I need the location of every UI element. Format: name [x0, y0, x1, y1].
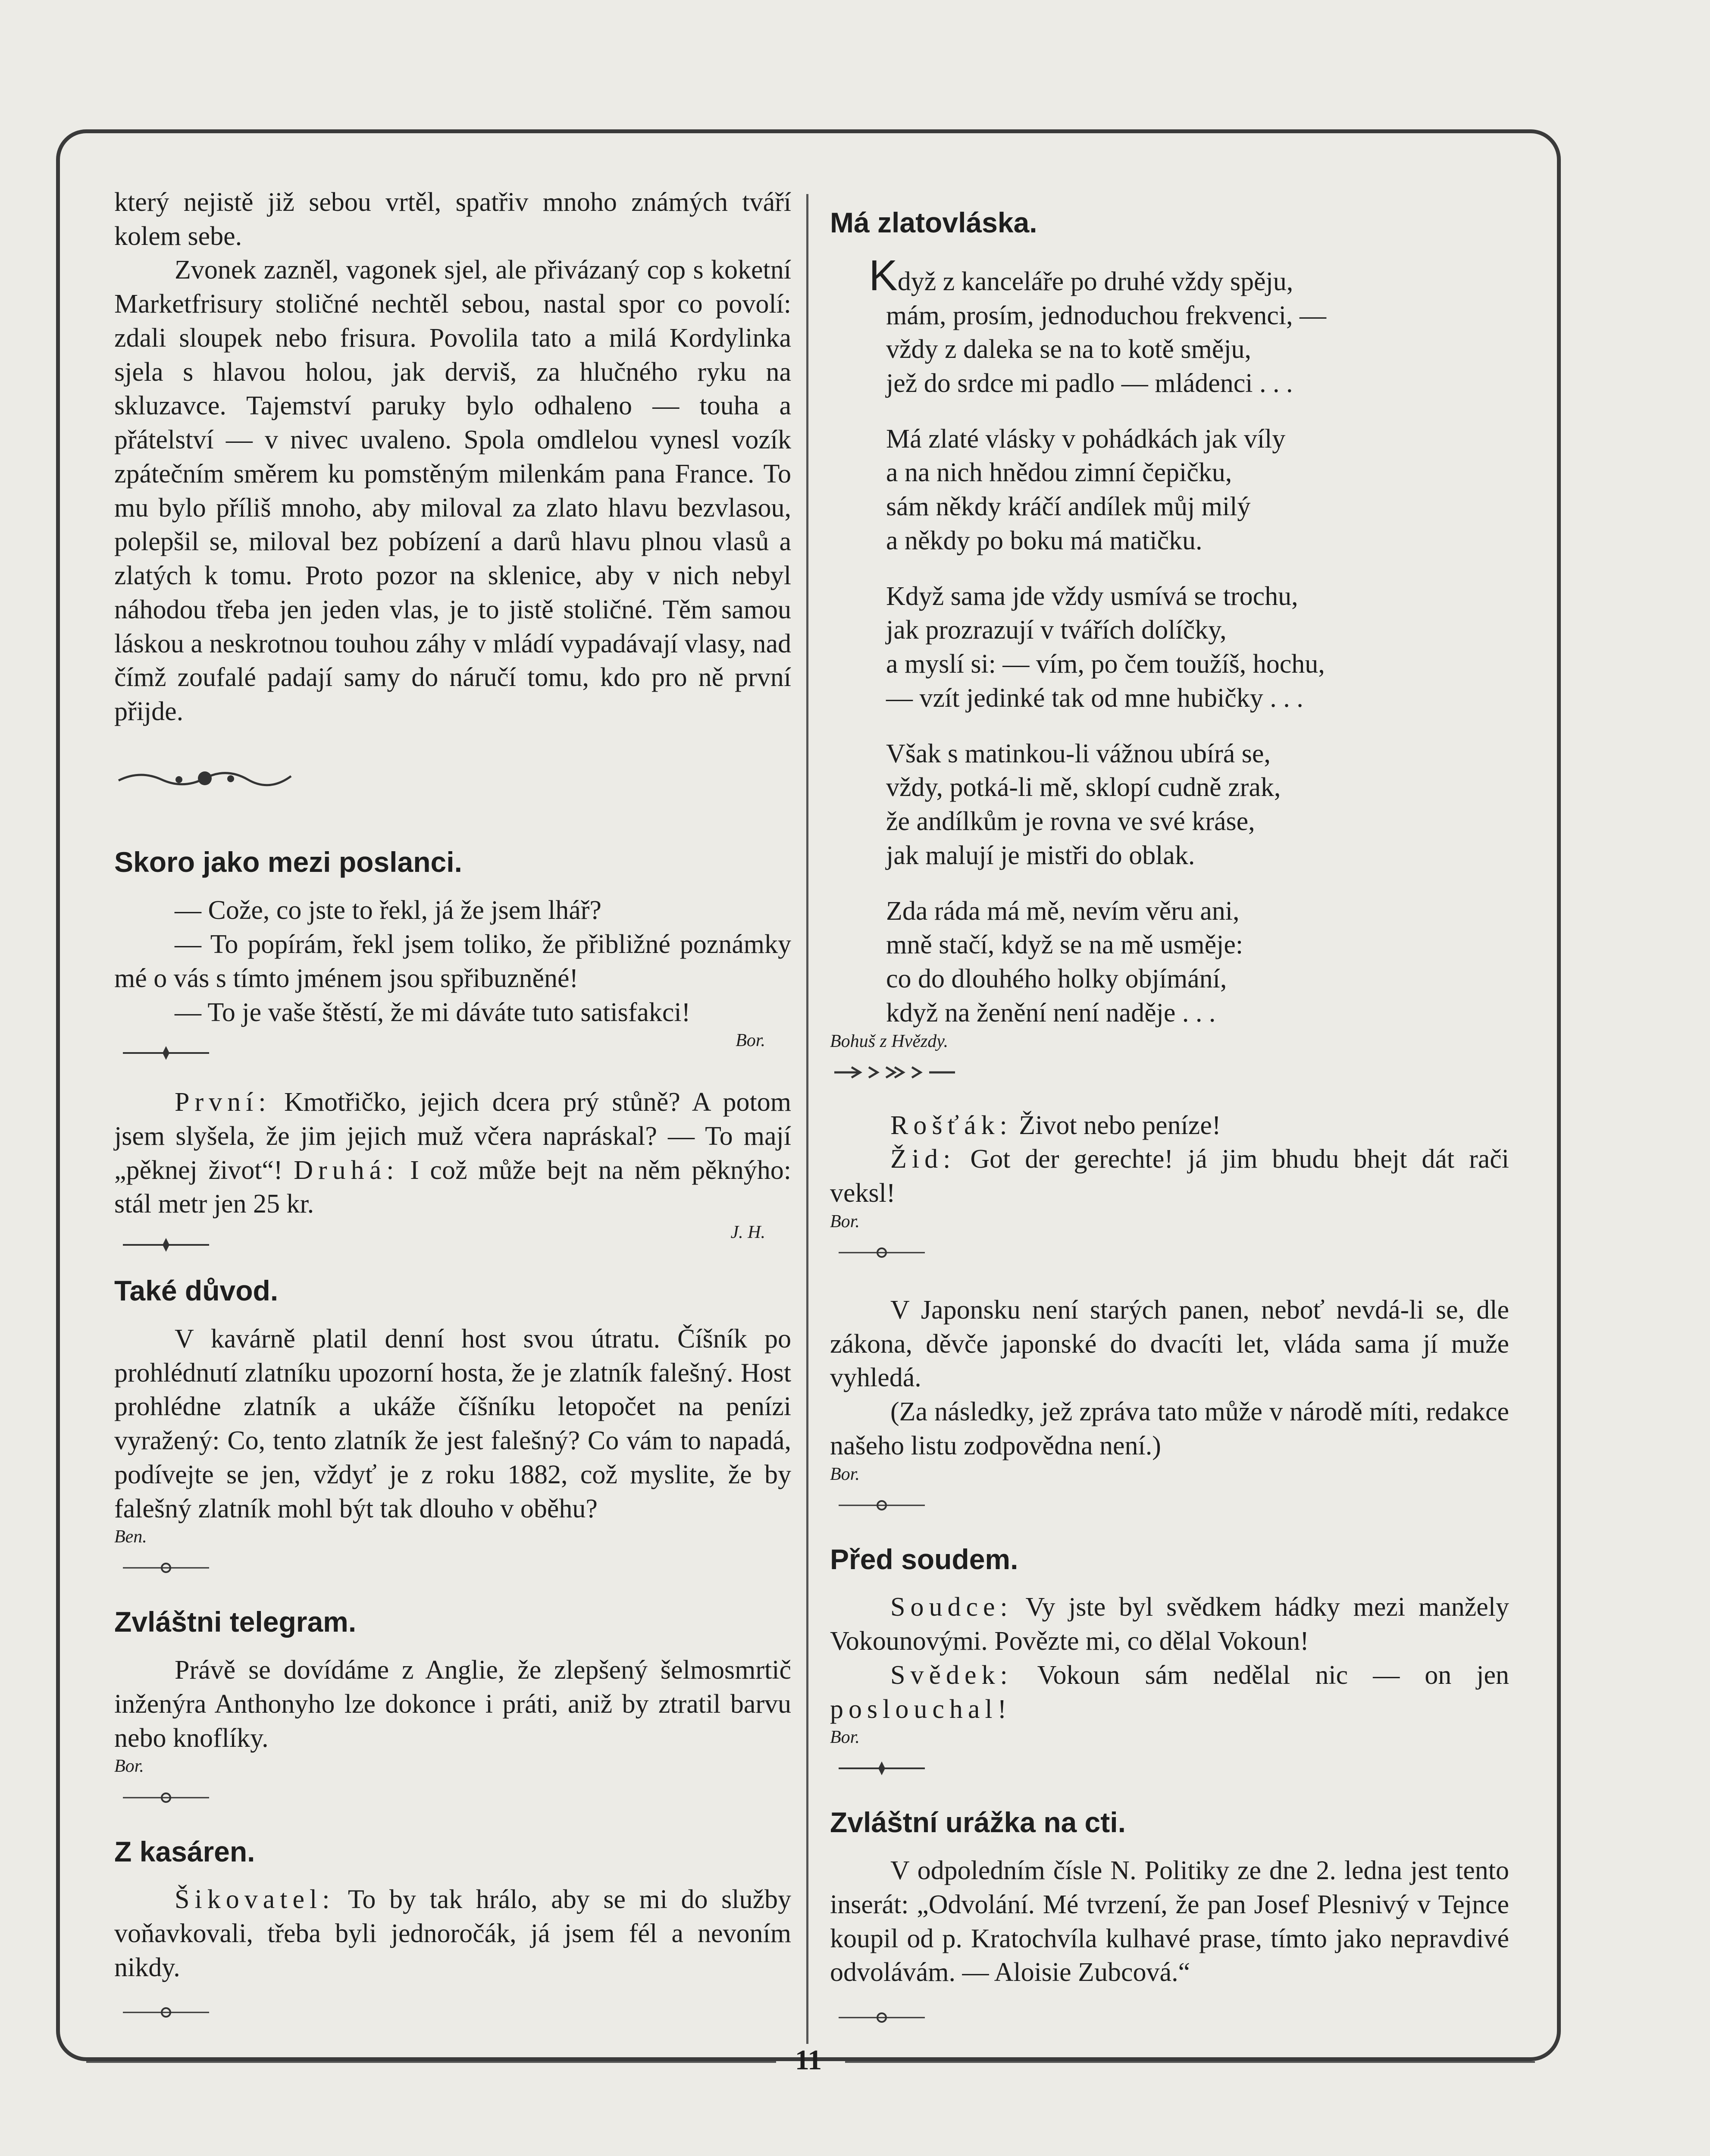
dialogue-line: — Cože, co jste to řekl, já že jsem lhář? [175, 896, 601, 925]
signature: Bohuš z Hvězdy. [830, 1031, 949, 1051]
speaker-label: Druhá: [294, 1155, 399, 1185]
article-title: Zvláštní urážka na cti. [830, 1806, 1126, 1839]
article-note: (Za následky, jež zpráva tato může v národě míti, redakce našeho listu zodpovědna není.) [830, 1397, 1509, 1460]
poem-line: mně stačí, když se na mě usměje: [886, 930, 1243, 960]
left-column [114, 185, 791, 2027]
signature: Bor. [114, 1756, 144, 1777]
poem-line: Když sama jde vždy usmívá se trochu, [886, 581, 1298, 611]
signature: Bor. [736, 1031, 765, 1051]
article-text: V Japonsku není starých panen, neboť nevdá-li se, dle zákona, děvče japonské do dvacíti let, vláda sama jí muže vyhledá. [830, 1295, 1509, 1393]
dialogue-text: poslouchal! [830, 1694, 1012, 1724]
signature: Ben. [114, 1527, 147, 1547]
poem-line: jak malují je mistři do oblak. [886, 840, 1195, 870]
dialogue-text: To by tak hrálo, aby se mi do služby voňavkovali, třeba byli jednoročák, já jsem fél a nevoním nikdy. [114, 1885, 791, 1982]
article-title: Zvláštni telegram. [114, 1606, 357, 1638]
dialogue-text: Vy jste byl svědkem hádky mezi manžely Vokounovými. Povězte mi, co dělal Vokoun! [830, 1592, 1509, 1656]
dialogue-line: — To je vaše štěstí, že mi dáváte tuto satisfakci! [175, 997, 691, 1027]
poem-line: a myslí si: — vím, po čem toužíš, hochu, [886, 649, 1325, 679]
poem-line: že andílkům je rovna ve své kráse, [886, 807, 1255, 837]
separator-ornament [114, 1993, 791, 2028]
poem-line: Však s matinkou-li vážnou ubírá se, [886, 739, 1271, 768]
poem-line: a na nich hnědou zimní čepičku, [886, 458, 1232, 488]
separator-ornament [114, 1778, 791, 1812]
floral-ornament [114, 759, 791, 793]
speaker-label: První: [175, 1087, 271, 1117]
poem-line: mám, prosím, jednoduchou frekvenci, — [886, 301, 1327, 330]
poem-line: když na ženění není naděje . . . [886, 998, 1216, 1028]
separator-ornament [830, 1233, 1509, 1267]
dialogue-text: Kmotřičko, jejich dcera prý stůně? A potom jsem slyšela, že jim jejich muž včera napráskal? — To mají „pěknej život“! [114, 1087, 791, 1185]
page-number: 11 [795, 2044, 822, 2076]
poem-line: jež do srdce mi padlo — mládenci . . . [886, 369, 1293, 398]
poem [830, 251, 1509, 1030]
drop-cap: K [869, 251, 898, 300]
poem-line: sám někdy kráčí andílek můj milý [886, 492, 1251, 522]
separator-ornament [114, 1549, 791, 1583]
dialogue-text: Got der gerechte! já jim bhudu bhejt dát rači veksl! [830, 1144, 1509, 1208]
dialogue-text: Vokoun sám nedělal nic — on jen [1037, 1660, 1509, 1690]
poem-line: vždy, potká-li mě, sklopí cudně zrak, [886, 773, 1281, 802]
poem-title: Má zlatovláska. [830, 207, 1037, 238]
poem-line: co do dlouhého holky objímání, [886, 964, 1227, 994]
dialogue-text: Život nebo peníze! [1019, 1110, 1221, 1140]
article-text: V kavárně platil denní host svou útratu. Číšník po prohlédnutí zlatníku upozorní hosta, že je zlatník falešný. Host prohlédne zlatník a ukáže číšníku letopočet na penízi vyražený: Co, tento zlatník že jest falešný? Co vám to napadá, podívejte se jen, vždyť je z roku 1882, což myslite, že by falešný zlatník mohl být tak dlouho v oběhu? [114, 1324, 791, 1523]
dialogue-text: I což může bejt na něm pěknýho: stál metr jen 25 kr. [114, 1155, 792, 1219]
column-divider [806, 194, 808, 2044]
speaker-label: Šikovatel: [175, 1885, 335, 1915]
speaker-label: Rošťák: [890, 1110, 1012, 1140]
article-title: Z kasáren. [114, 1835, 255, 1868]
article-text: Právě se dovídáme z Anglie, že zlepšený šelmosmrtič inženýra Anthonyho lze dokonce i práti, aniž by ztratil barvu nebo knoflíky. [114, 1655, 791, 1753]
intro-paragraph: který nejistě již sebou vrtěl, spatřiv mnoho známých tváří kolem sebe. [114, 188, 791, 251]
speaker-label: Soudce: [890, 1592, 1013, 1622]
separator-ornament [830, 1998, 1509, 2032]
article-title: Před soudem. [830, 1543, 1018, 1575]
separator-ornament [830, 1486, 1509, 1520]
poem-line: a někdy po boku má matičku. [886, 526, 1203, 555]
signature: J. H. [730, 1222, 765, 1243]
signature: Bor. [830, 1464, 860, 1484]
poem-line: Zda ráda má mě, nevím věru ani, [886, 896, 1240, 926]
signature: Bor. [830, 1211, 860, 1232]
poem-line: Má zlaté vlásky v pohádkách jak víly [886, 424, 1286, 454]
signature: Bor. [830, 1727, 860, 1748]
separator-ornament [830, 1749, 1509, 1783]
speaker-label: Žid: [890, 1144, 956, 1174]
separator-ornament [114, 1225, 791, 1260]
poem-line: — vzít jedinké tak od mne hubičky . . . [886, 683, 1303, 713]
article-title: Také důvod. [114, 1275, 279, 1307]
article-text: V odpoledním čísle N. Politiky ze dne 2. ledna jest tento inserát: „Odvolání. Mé tvrzení, že pan Josef Plesnivý v Tejnce koupil od p. Kratochvíla kulhavé prase, tímto jako nepravdivé odvolávám. — Aloisie Zubcová.“ [830, 1856, 1509, 1987]
article-title: Skoro jako mezi poslanci. [114, 846, 462, 878]
right-column [830, 185, 1509, 2032]
arrow-ornament [830, 1053, 1509, 1087]
poem-line: dyž z kanceláře po druhé vždy spěju, [897, 266, 1293, 296]
poem-line: vždy z daleka se na to kotě směju, [886, 335, 1252, 364]
poem-line: jak prozrazují v tvářích dolíčky, [886, 615, 1227, 645]
intro-paragraph: Zvonek zazněl, vagonek sjel, ale přivázaný cop s koketní Marketfrisury stoličné nechtěl sebou, nastal spor co povolí: zdali sloupek nebo frisura. Povolila tato a milá Kordylinka sjela s hlavou holou, jak derviš, za hlučného ryku na skluzavce. Tajemství paruky bylo odhaleno — touha a přátelství — v nivec uvaleno. Spola omdlelou vynesl vozík zpátečním směrem ku pomstěným milenkám pana France. To mu bylo příliš mnoho, aby miloval za zlato hlavu bezvlasou, polepšil se, miloval bez pobízení a darů hlavu plnou vlasů a zlatých k tomu. Proto pozor na sklenice, aby v nich nebyl náhodou třeba jen jeden vlas, je to jistě stoličné. Těm samou láskou a neskrotnou touhou záhy v mládí vypadávají vlasy, nad čímž zoufalé padají samy do náručí tomu, kdo pro ně první přijde. [114, 255, 791, 727]
speaker-label: Svědek: [890, 1660, 1013, 1690]
dialogue-line: — To popírám, řekl jsem toliko, že přibližné poznámky mé o vás s tímto jménem jsou spřibuzněné! [114, 930, 791, 993]
separator-ornament [114, 1034, 791, 1068]
